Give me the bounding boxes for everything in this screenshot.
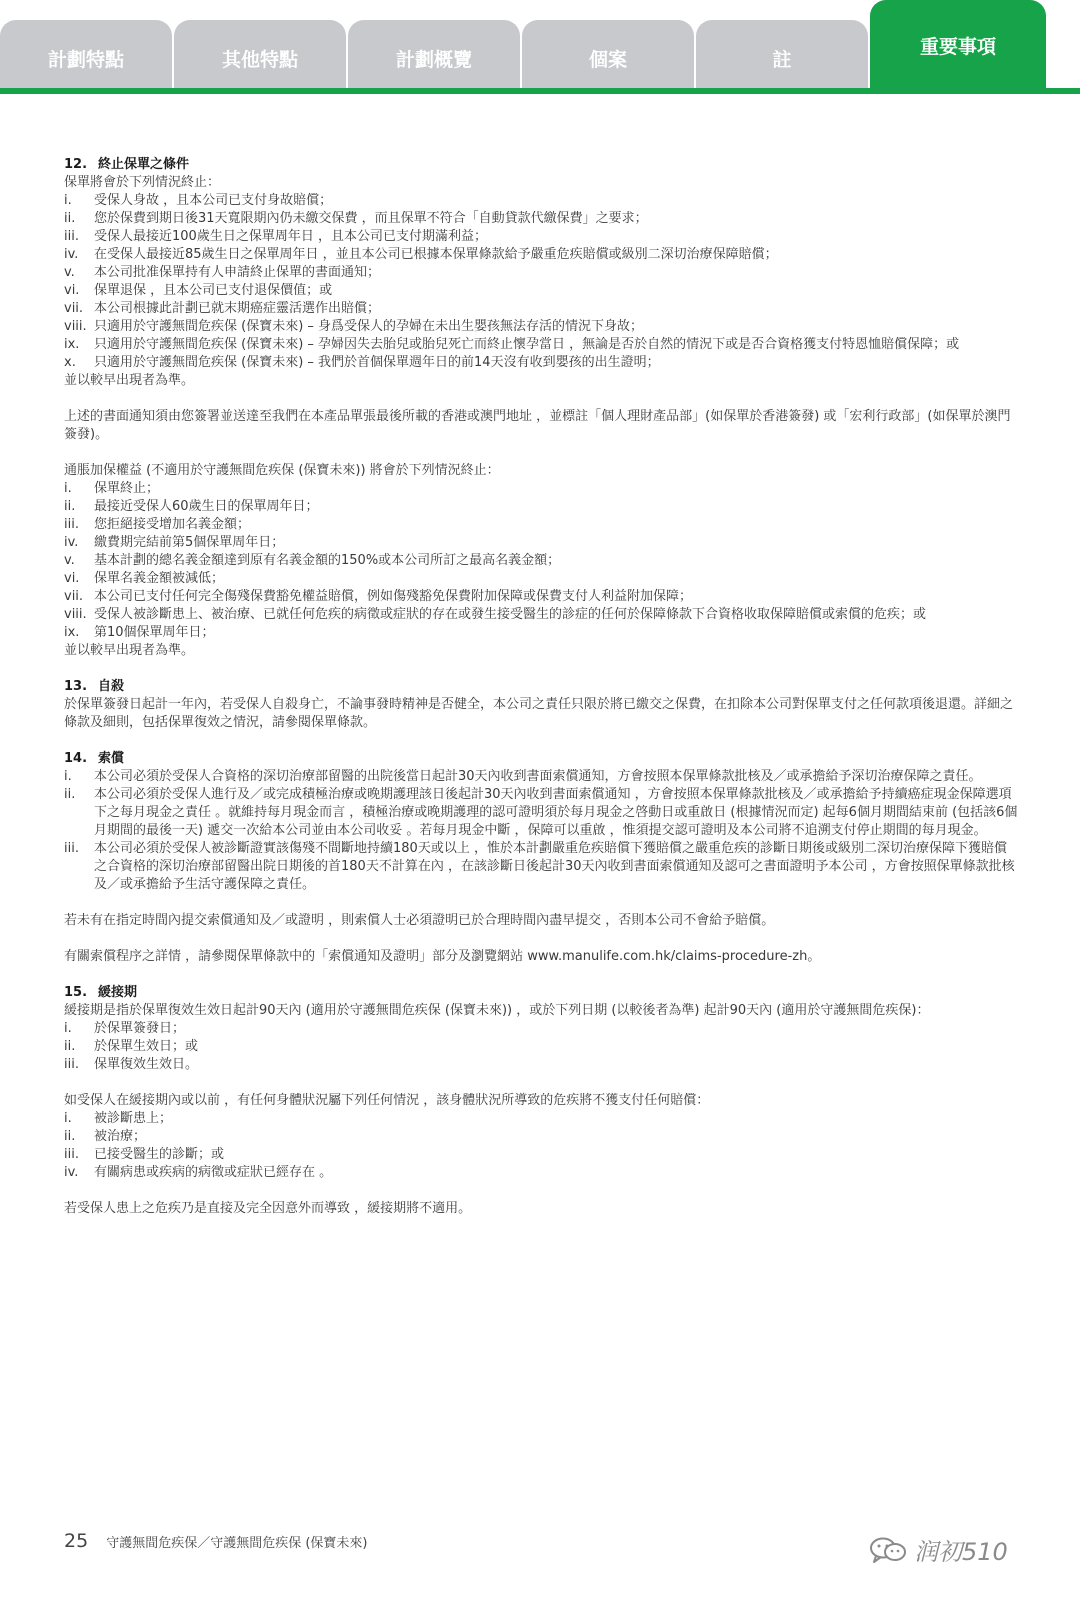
item-text: 保單終止； <box>94 481 160 496</box>
item-text: 有關病患或疾病的病徵或症狀已經存在 。 <box>94 1165 333 1180</box>
item-number: vi. <box>64 283 80 298</box>
item-text: 本公司必須於受保人合資格的深切治療部留醫的出院後當日起計30天內收到書面索償通知，方會按照本保單條款批核及／或承擔給予深切治療保障之責任。 <box>94 769 982 784</box>
list-item <box>64 480 1019 498</box>
paragraph: 並以較早出現者為準。 <box>64 373 195 388</box>
item-number: ix. <box>64 337 80 352</box>
item-text: 本公司必須於受保人進行及／或完成積極治療或晚期護理該日後起計30天內收到書面索償通知 ，方會按照本保單條款批核及／或承擔給予持續癌症現金保障選項下之每月現金之責任 。就維持每月現金而言 ，積極治療或晚期護理的認可證明須於每月現金之啓動日或重啟日 (根據情況而定) 起每6個月期間結束前 (包括該6個月期間的最後一天) 遞交一次給本公司並由本公司收妥 。若每月現金中斷 ，保障可以重啟 ，惟須提交認可證明及本公司將不追溯支付停止期間的每月現金。 <box>94 787 1018 838</box>
section-number: 15. <box>64 985 88 1000</box>
item-number: ii. <box>64 1129 76 1144</box>
paragraph: 如受保人在緩接期內或以前 ，有任何身體狀況屬下列任何情況 ，該身體狀況所導致的危疾將不獲支付任何賠償： <box>64 1093 710 1108</box>
list-item <box>64 516 1019 534</box>
watermark-text: 润初510 <box>914 1538 1008 1566</box>
tab-other-features[interactable]: 其他特點 <box>174 20 346 88</box>
item-text: 只適用於守護無間危疾保 (保寶未來) – 身爲受保人的孕婦在未出生嬰孩無法存活的情況下身故； <box>94 319 644 334</box>
page-number: 25 <box>64 1530 89 1552</box>
item-text: 被治療； <box>94 1129 147 1144</box>
item-text: 保單名義金額被減低； <box>94 571 225 586</box>
tab-important-notes[interactable]: 重要事項 <box>870 0 1046 90</box>
list-item <box>64 498 1019 516</box>
paragraph: 並以較早出現者為準。 <box>64 643 195 658</box>
item-text: 於保單簽發日； <box>94 1021 186 1036</box>
list-item <box>64 264 1019 282</box>
list-item <box>64 1110 1019 1128</box>
section-number: 13. <box>64 679 88 694</box>
item-number: iii. <box>64 841 79 856</box>
list-item <box>64 1128 1019 1146</box>
item-number: ii. <box>64 211 76 226</box>
watermark <box>868 1532 1008 1567</box>
item-number: ii. <box>64 787 76 802</box>
tab-notes[interactable]: 註 <box>696 20 868 88</box>
item-text: 保單復效生效日。 <box>94 1057 199 1072</box>
list-item <box>64 840 1019 894</box>
item-number: iii. <box>64 517 79 532</box>
item-number: iii. <box>64 229 79 244</box>
list-item <box>64 588 1019 606</box>
item-number: ii. <box>64 499 76 514</box>
item-number: viii. <box>64 319 87 334</box>
section-number: 12. <box>64 157 88 172</box>
item-text: 基本計劃的總名義金額達到原有名義金額的150%或本公司所訂之最高名義金額； <box>94 553 561 568</box>
waiting-period-dates-list <box>64 1020 1019 1074</box>
item-number: i. <box>64 193 72 208</box>
item-number: ii. <box>64 1039 76 1054</box>
list-item <box>64 192 1019 210</box>
section-title: 緩接期 <box>98 985 138 1000</box>
termination-list <box>64 192 1019 372</box>
section-15-heading <box>64 984 1019 1002</box>
item-number: i. <box>64 1111 72 1126</box>
claims-list <box>64 768 1019 894</box>
item-text: 本公司已支付任何完全傷殘保費豁免權益賠償，例如傷殘豁免保費附加保障或保費支付人利益附加保障； <box>94 589 693 604</box>
item-number: iii. <box>64 1147 79 1162</box>
item-number: viii. <box>64 607 87 622</box>
list-item <box>64 1056 1019 1074</box>
item-text: 受保人身故 ，且本公司已支付身故賠償； <box>94 193 333 208</box>
list-item <box>64 300 1019 318</box>
item-number: ix. <box>64 625 80 640</box>
item-number: iii. <box>64 1057 79 1072</box>
tab-plan-overview[interactable]: 計劃概覽 <box>348 20 520 88</box>
paragraph: 若受保人患上之危疾乃是直接及完全因意外而導致 ，緩接期將不適用。 <box>64 1201 472 1216</box>
list-item <box>64 570 1019 588</box>
list-item <box>64 210 1019 228</box>
item-number: iv. <box>64 247 79 262</box>
list-item <box>64 1020 1019 1038</box>
list-item <box>64 228 1019 246</box>
list-item <box>64 282 1019 300</box>
item-number: vi. <box>64 571 80 586</box>
tab-bar <box>0 0 1080 96</box>
list-item <box>64 336 1019 354</box>
list-item <box>64 1146 1019 1164</box>
item-text: 您於保費到期日後31天寬限期內仍未繳交保費 ，而且保單不符合「自動貸款代繳保費」之要求； <box>94 211 648 226</box>
item-number: i. <box>64 1021 72 1036</box>
section-title: 終止保單之條件 <box>98 157 190 172</box>
list-item <box>64 1038 1019 1056</box>
item-text: 您拒絕接受增加名義金額； <box>94 517 251 532</box>
list-item <box>64 768 1019 786</box>
list-item <box>64 624 1019 642</box>
item-text: 受保人被診斷患上、被治療、已就任何危疾的病徵或症狀的存在或發生接受醫生的診症的任何於保障條款下合資格收取保障賠償或索償的危疾；或 <box>94 607 927 622</box>
section-12-heading <box>64 156 1019 174</box>
item-number: vii. <box>64 589 84 604</box>
tab-underline <box>0 88 1080 94</box>
item-text: 在受保人最接近85歲生日之保單周年日 ，並且本公司已根據本保單條款給予嚴重危疾賠償或級別二深切治療保障賠償； <box>94 247 778 262</box>
item-number: i. <box>64 769 72 784</box>
list-item <box>64 1164 1019 1182</box>
item-text: 本公司根據此計劃已就末期癌症靈活選作出賠償； <box>94 301 381 316</box>
wechat-icon <box>868 1535 908 1565</box>
list-item <box>64 534 1019 552</box>
item-number: i. <box>64 481 72 496</box>
item-text: 只適用於守護無間危疾保 (保寶未來) – 孕婦因失去胎兒或胎兒死亡而終止懷孕當日 ，無論是否於自然的情況下或是否合資格獲支付特恩恤賠償保障；或 <box>94 337 960 352</box>
list-item <box>64 246 1019 264</box>
item-text: 已接受醫生的診斷；或 <box>94 1147 225 1162</box>
section-title: 自殺 <box>98 679 125 694</box>
item-text: 受保人最接近100歲生日之保單周年日 ，且本公司已支付期滿利益； <box>94 229 487 244</box>
item-text: 本公司必須於受保人被診斷證實該傷殘不間斷地持續180天或以上 ，惟於本計劃嚴重危疾賠償下獲賠償之嚴重危疾的診斷日期後或級別二深切治療保障下獲賠償之合資格的深切治療部留醫出院日期後的首180天不計算在內 ，在該診斷日後起計30天內收到書面索償通知及認可之書面證明予本公司 ，方會按照保單條款批核及／或承擔給予生活守護保障之責任。 <box>94 841 1015 892</box>
main-content <box>64 156 1019 1218</box>
list-item <box>64 354 1019 372</box>
list-item <box>64 786 1019 840</box>
section-title: 索償 <box>98 751 125 766</box>
paragraph: 緩接期是指於保單復效生效日起計90天內 (適用於守護無間危疾保 (保寶未來)) ，或於下列日期 (以較後者為準) 起計90天內 (適用於守護無間危疾保)： <box>64 1003 930 1018</box>
item-number: v. <box>64 265 75 280</box>
item-text: 第10個保單周年日； <box>94 625 215 640</box>
item-text: 只適用於守護無間危疾保 (保寶未來) – 我們於首個保單週年日的前14天沒有收到嬰孩的出生證明； <box>94 355 660 370</box>
paragraph: 有關索償程序之詳情 ，請參閱保單條款中的「索償通知及證明」部分及瀏覽網站 www.manulife.com.hk/claims-procedure-zh。 <box>64 949 821 964</box>
item-text: 被診斷患上； <box>94 1111 173 1126</box>
condition-list <box>64 1110 1019 1182</box>
item-number: vii. <box>64 301 84 316</box>
tab-plan-features[interactable]: 計劃特點 <box>0 20 172 88</box>
section-14-heading <box>64 750 1019 768</box>
item-text: 繳費期完結前第5個保單周年日； <box>94 535 285 550</box>
item-text: 最接近受保人60歲生日的保單周年日； <box>94 499 319 514</box>
item-text: 保單退保 ，且本公司已支付退保價值；或 <box>94 283 333 298</box>
tab-case[interactable]: 個案 <box>522 20 694 88</box>
item-text: 本公司批准保單持有人申請終止保單的書面通知； <box>94 265 381 280</box>
item-number: x. <box>64 355 76 370</box>
paragraph: 通脹加保權益 (不適用於守護無間危疾保 (保寶未來)) 將會於下列情況終止： <box>64 463 500 478</box>
list-item <box>64 606 1019 624</box>
item-number: iv. <box>64 535 79 550</box>
paragraph: 上述的書面通知須由您簽署並送達至我們在本產品單張最後所載的香港或澳門地址 ，並標註「個人理財產品部」(如保單於香港簽發) 或「宏利行政部」(如保單於澳門簽發)。 <box>64 409 1011 442</box>
item-text: 於保單生效日；或 <box>94 1039 199 1054</box>
section-13-heading <box>64 678 1019 696</box>
list-item <box>64 318 1019 336</box>
paragraph: 保單將會於下列情況終止： <box>64 175 221 190</box>
paragraph: 於保單簽發日起計一年內，若受保人自殺身亡，不論事發時精神是否健全，本公司之責任只限於將已繳交之保費，在扣除本公司對保單支付之任何款項後退還。詳細之條款及細則，包括保單復效之情況，請參閱保單條款。 <box>64 697 1014 730</box>
item-number: iv. <box>64 1165 79 1180</box>
page-footer <box>64 1530 367 1552</box>
item-number: v. <box>64 553 75 568</box>
inflation-termination-list <box>64 480 1019 642</box>
footer-title: 守護無間危疾保／守護無間危疾保 (保寶未來) <box>106 1536 368 1551</box>
paragraph: 若未有在指定時間內提交索償通知及／或證明 ，則索償人士必須證明已於合理時間內盡早提交 ，否則本公司不會給予賠償。 <box>64 913 775 928</box>
section-number: 14. <box>64 751 88 766</box>
list-item <box>64 552 1019 570</box>
